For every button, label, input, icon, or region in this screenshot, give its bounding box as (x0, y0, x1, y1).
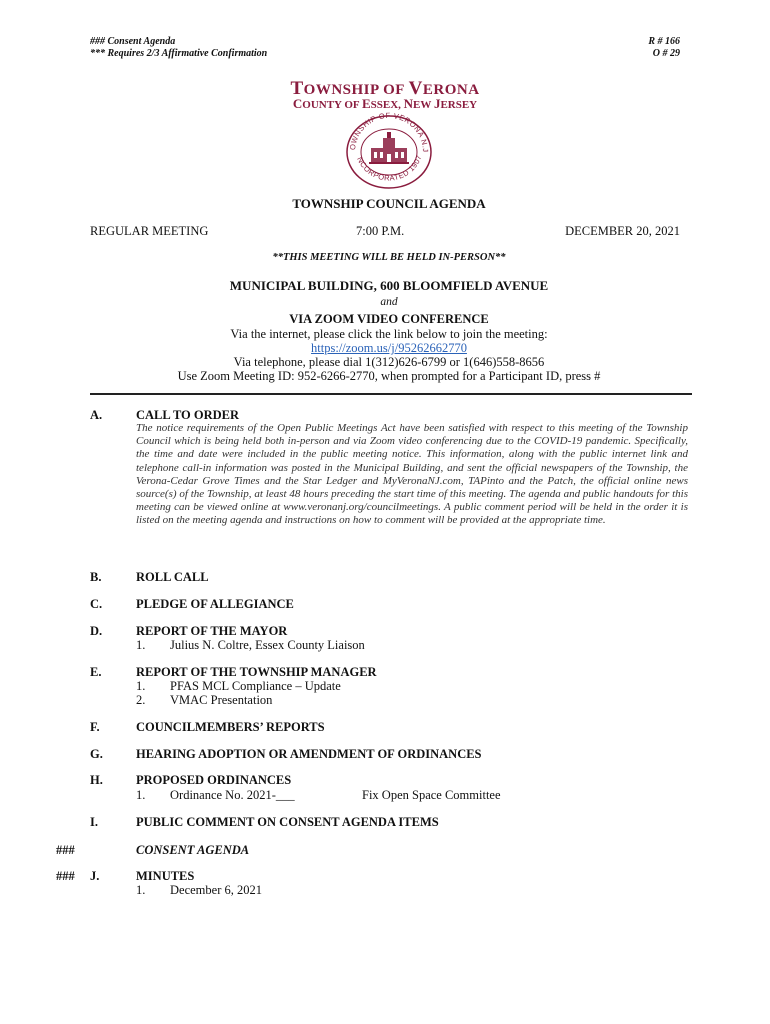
section-b-letter: B. (90, 570, 102, 584)
section-c-title: PLEDGE OF ALLEGIANCE (136, 597, 294, 611)
section-i-letter: I. (90, 815, 98, 829)
section-h-letter: H. (90, 773, 103, 787)
zoom-phone-instructions: Via telephone, please dial 1(312)626-6799 or 1(646)558-8656 (233, 355, 545, 369)
list-item-number: 2. (136, 693, 146, 707)
zoom-meeting-id: Use Zoom Meeting ID: 952-6266-2770, when prompted for a Participant ID, press # (177, 369, 601, 383)
section-b-title: ROLL CALL (136, 570, 209, 584)
section-f-letter: F. (90, 720, 100, 734)
ordinance-description: Fix Open Space Committee (362, 788, 501, 802)
section-g-letter: G. (90, 747, 103, 761)
section-i-title: PUBLIC COMMENT ON CONSENT AGENDA ITEMS (136, 815, 439, 829)
svg-text:TOWNSHIP OF VERONA N.J.: OWNSHIP OF VERONA N.J (347, 110, 431, 153)
section-c-letter: C. (90, 597, 103, 611)
section-d-title: REPORT OF THE MAYOR (136, 624, 288, 638)
zoom-link-row (0, 341, 770, 356)
section-e-title: REPORT OF THE TOWNSHIP MANAGER (136, 665, 377, 679)
list-item-number: 1. (136, 883, 146, 897)
list-item: December 6, 2021 (170, 883, 262, 897)
call-to-order-paragraph: The notice requirements of the Open Public Meetings Act have been satisfied with respect to this meeting of the Township Council which is being held both in-person and via Zoom video conferencing due to the COVID-19 pandemic. Specifically, the time and date were included in the public meeting notice. This information, along with the public internet link and telephone call-in information was posted in the Municipal Building, and sent the official newspapers of the Township, the Verona-Cedar Grove Times and the Star Ledger and MyVeronaNJ.com, TAPinto and the Patch, the official online news source(s) of the Township, at least 48 hours preceding the start time of this meeting. The agenda and public handouts for this meeting can be viewed online at www.veronanj.org/councilmeetings. A public comment period will be held in the order it is listed on the meeting agenda and instructions on how to comment will be provided at the appropriate time. (136, 422, 688, 527)
list-item: Julius N. Coltre, Essex County Liaison (170, 638, 365, 652)
svg-text:INCORPORATED 1907: NCORPORATED 1907 (355, 153, 424, 183)
consent-agenda-title: CONSENT AGENDA (136, 843, 250, 857)
township-seal-icon (343, 110, 435, 195)
section-j-title: MINUTES (136, 869, 195, 883)
agenda-title: TOWNSHIP COUNCIL AGENDA (292, 196, 486, 211)
section-a-letter: A. (90, 408, 103, 422)
divider (90, 393, 692, 395)
consent-marker: ### (56, 843, 75, 857)
county-name: COUNTY OF ESSEX, NEW JERSEY (292, 96, 478, 111)
and-text: and (380, 296, 398, 308)
zoom-title: VIA ZOOM VIDEO CONFERENCE (289, 312, 489, 326)
section-h-title: PROPOSED ORDINANCES (136, 773, 292, 787)
resolution-number: R # 166 (648, 36, 680, 47)
list-item-number: 1. (136, 638, 146, 652)
meeting-location: MUNICIPAL BUILDING, 600 BLOOMFIELD AVENUE (229, 278, 549, 293)
section-g-title: HEARING ADOPTION OR AMENDMENT OF ORDINANCES (136, 747, 482, 761)
list-item: PFAS MCL Compliance – Update (170, 679, 341, 693)
section-e-letter: E. (90, 665, 102, 679)
zoom-link[interactable]: https://zoom.us/j/95262662770 (311, 341, 467, 355)
meeting-type: REGULAR MEETING (90, 224, 209, 238)
in-person-note: **THIS MEETING WILL BE HELD IN-PERSON** (272, 252, 506, 263)
section-f-title: COUNCILMEMBERS’ REPORTS (136, 720, 325, 734)
section-d-letter: D. (90, 624, 103, 638)
affirmative-confirmation-note: *** Requires 2/3 Affirmative Confirmation (90, 48, 268, 59)
township-name: TOWNSHIP OF VERONA (290, 78, 480, 99)
list-item-number: 1. (136, 679, 146, 693)
ordinance-number: O # 29 (652, 48, 680, 59)
section-j-letter: J. (90, 869, 100, 883)
list-item: Ordinance No. 2021-___ (170, 788, 295, 802)
meeting-date: DECEMBER 20, 2021 (565, 224, 680, 238)
meeting-time: 7:00 P.M. (356, 224, 405, 238)
list-item-number: 1. (136, 788, 146, 802)
section-a-title: CALL TO ORDER (136, 408, 240, 422)
section-j-marker: ### (56, 869, 75, 883)
list-item: VMAC Presentation (170, 693, 273, 707)
zoom-internet-instructions: Via the internet, please click the link below to join the meeting: (230, 327, 548, 341)
consent-agenda-note: ### Consent Agenda (90, 36, 176, 47)
